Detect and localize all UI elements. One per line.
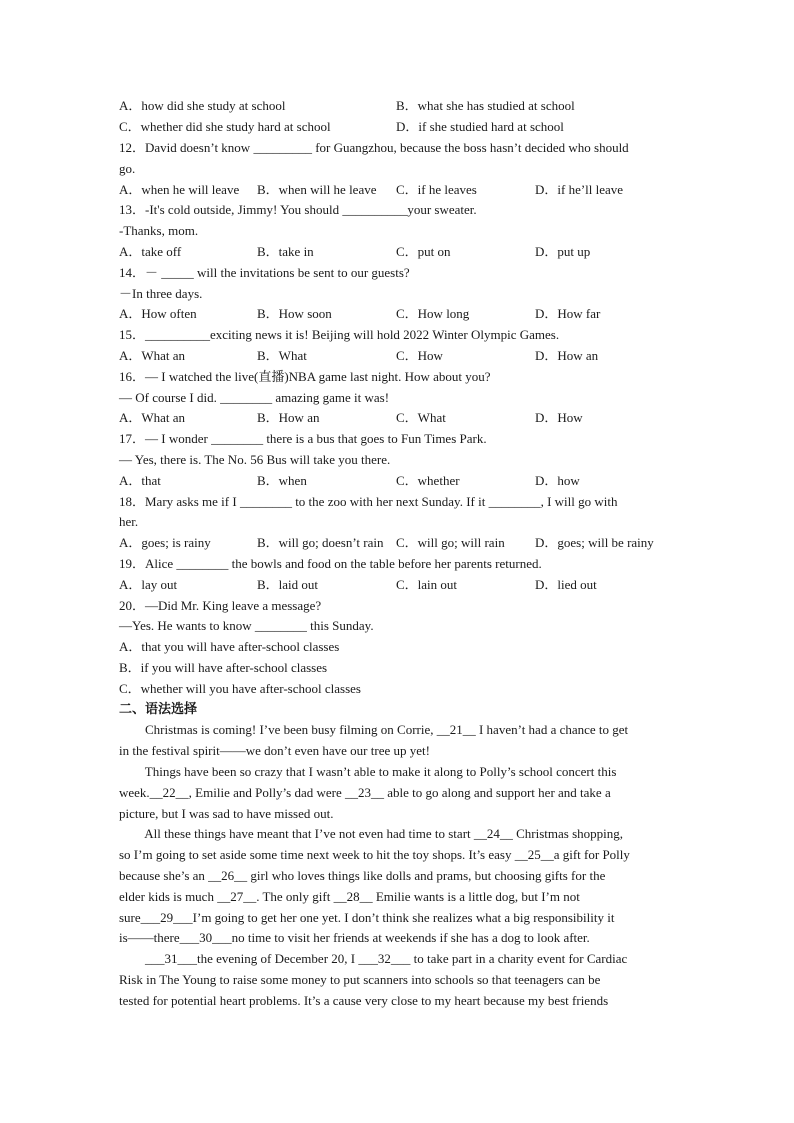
q13-option-a: A．take off <box>119 244 182 259</box>
q16-option-b: B．How an <box>257 410 320 425</box>
passage-line: picture, but I was sad to have missed out. <box>119 806 334 821</box>
q14-option-b: B．How soon <box>257 306 332 321</box>
q15-stem-line1: 15．__________exciting news it is! Beijing will hold 2022 Winter Olympic Games. <box>119 327 560 342</box>
q14-stem-line1: 14．－ _____ will the invitations be sent to our guests? <box>119 265 410 280</box>
q19-stem-line1: 19．Alice ________ the bowls and food on the table before her parents returned. <box>119 556 542 571</box>
q12-option-b: B．when will he leave <box>257 182 377 197</box>
q11-option-b: B．what she has studied at school <box>396 98 575 113</box>
q13-option-d: D．put up <box>535 244 591 259</box>
q13-option-c: C．put on <box>396 244 451 259</box>
q18-option-b: B．will go; doesn’t rain <box>257 535 384 550</box>
q13-stem-line2: -Thanks, mom. <box>119 223 199 238</box>
passage-line: week.__22__, Emilie and Polly’s dad were __23__ able to go along and support her and take a <box>119 785 611 800</box>
passage-line: Christmas is coming! I’ve been busy filming on Corrie, __21__ I haven’t had a chance to get <box>119 722 629 737</box>
q16-option-a: A．What an <box>119 410 186 425</box>
q11-option-d: D．if she studied hard at school <box>396 119 564 134</box>
passage-line: ___31___the evening of December 20, I ___32___ to take part in a charity event for Cardiac <box>119 951 628 966</box>
q12-option-d: D．if he’ll leave <box>535 182 624 197</box>
passage-line: in the festival spirit——we don’t even have our tree up yet! <box>119 743 430 758</box>
q14-option-d: D．How far <box>535 306 601 321</box>
q19-option-a: A．lay out <box>119 577 178 592</box>
q14-stem-line2: －In three days. <box>119 286 203 301</box>
passage-line: Things have been so crazy that I wasn’t able to make it along to Polly’s school concert this <box>119 764 617 779</box>
q20-stem-line1: 20．—Did Mr. King leave a message? <box>119 598 322 613</box>
passage-line: is——there___30___no time to visit her friends at weekends if she has a dog to look after. <box>119 930 590 945</box>
q15-option-a: A．What an <box>119 348 186 363</box>
q14-option-a: A．How often <box>119 306 197 321</box>
q19-option-d: D．lied out <box>535 577 597 592</box>
q17-option-b: B．when <box>257 473 307 488</box>
passage-line: Risk in The Young to raise some money to put scanners into schools so that teenagers can be <box>119 972 601 987</box>
q19-option-c: C．lain out <box>396 577 458 592</box>
q19-option-b: B．laid out <box>257 577 319 592</box>
q16-stem-line2: — Of course I did. ________ amazing game it was! <box>119 390 390 405</box>
passage-line: elder kids is much __27__. The only gift __28__ Emilie wants is a little dog, but I’m not <box>119 889 580 904</box>
q18-stem-line2: her. <box>119 514 139 529</box>
q16-option-d: D．How <box>535 410 583 425</box>
q17-option-c: C．whether <box>396 473 460 488</box>
q15-option-d: D．How an <box>535 348 599 363</box>
q13-option-b: B．take in <box>257 244 314 259</box>
q17-stem-line2: — Yes, there is. The No. 56 Bus will take you there. <box>119 452 391 467</box>
q12-stem-line2: go. <box>119 161 136 176</box>
q15-option-c: C．How <box>396 348 443 363</box>
q13-stem-line1: 13．-It's cold outside, Jimmy! You should __________your sweater. <box>119 202 477 217</box>
q12-stem-line1: 12．David doesn’t know _________ for Guangzhou, because the boss hasn’t decided who should <box>119 140 629 155</box>
q20-option-b: B．if you will have after-school classes <box>119 660 328 675</box>
q20-stem-line2: —Yes. He wants to know ________ this Sunday. <box>119 618 374 633</box>
passage-line: sure___29___I’m going to get her one yet. I don’t think she realizes what a big responsibility it <box>119 910 615 925</box>
q20-option-c: C．whether will you have after-school classes <box>119 681 361 696</box>
q11-option-c: C．whether did she study hard at school <box>119 119 331 134</box>
q16-option-c: C．What <box>396 410 446 425</box>
q12-option-a: A．when he will leave <box>119 182 240 197</box>
passage-line: so I’m going to set aside some time next week to hit the toy shops. It’s easy __25__a gift for Polly <box>119 847 630 862</box>
q17-option-d: D．how <box>535 473 580 488</box>
q18-option-c: C．will go; will rain <box>396 535 505 550</box>
q15-option-b: B．What <box>257 348 307 363</box>
q18-option-a: A．goes; is rainy <box>119 535 211 550</box>
passage-line: tested for potential heart problems. It’s a cause very close to my heart because my best friends <box>119 993 609 1008</box>
q11-option-a: A．how did she study at school <box>119 98 286 113</box>
q18-option-d: D．goes; will be rainy <box>535 535 654 550</box>
q16-stem-line1: 16．— I watched the live(直播)NBA game last night. How about you? <box>119 369 491 384</box>
section-heading: 二、语法选择 <box>119 702 198 717</box>
q14-option-c: C．How long <box>396 306 470 321</box>
q17-stem-line1: 17．— I wonder ________ there is a bus that goes to Fun Times Park. <box>119 431 487 446</box>
q17-option-a: A．that <box>119 473 161 488</box>
q12-option-c: C．if he leaves <box>396 182 477 197</box>
q18-stem-line1: 18．Mary asks me if I ________ to the zoo with her next Sunday. If it ________, I will go with <box>119 494 618 509</box>
passage-line: because she’s an __26__ girl who loves things like dolls and prams, but choosing gifts for the <box>119 868 606 883</box>
passage-line: All these things have meant that I’ve not even had time to start __24__ Christmas shopping, <box>119 826 624 841</box>
q20-option-a: A．that you will have after-school classes <box>119 639 340 654</box>
